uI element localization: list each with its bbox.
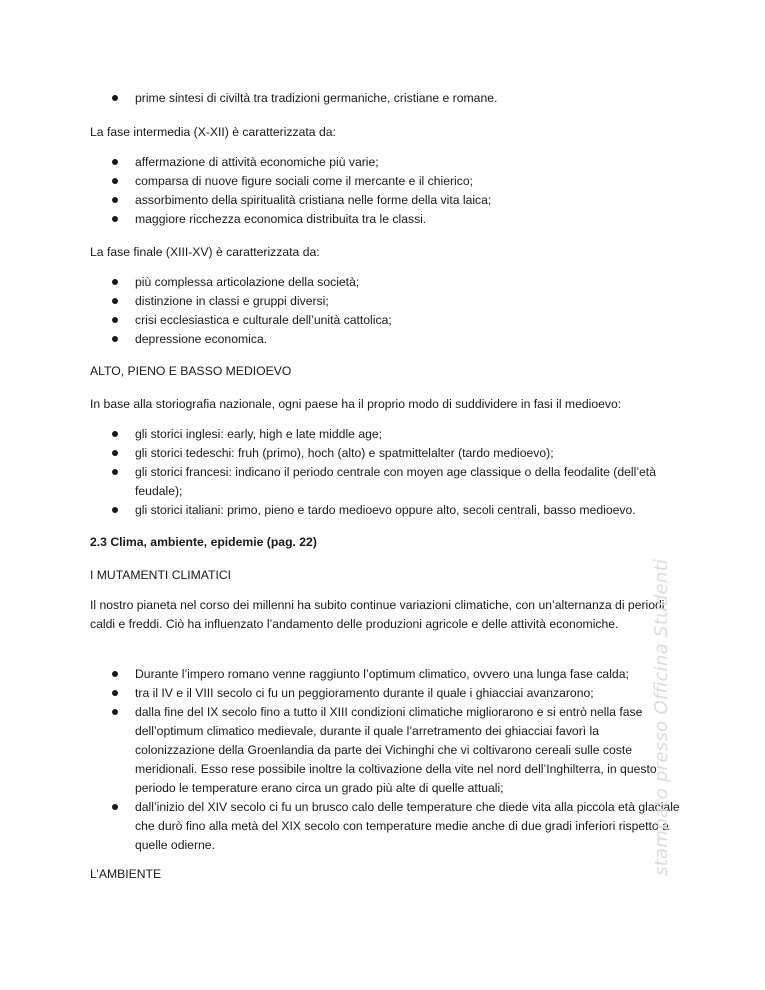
final-phase-intro: La fase finale (XIII-XV) è caratterizzata da: bbox=[90, 245, 320, 259]
list-item: depressione economica. bbox=[90, 330, 680, 349]
heading-ambiente: L’AMBIENTE bbox=[90, 867, 162, 881]
list-item: dalla fine del IX secolo fino a tutto il XIII condizioni climatiche migliorarono e si entrò nella fase dell’optimum climatico medievale, durante il quale l’arretramento dei ghiacciai favorì la colonizzazione della Groenlandia da parte dei Vichinghi che vi coltivarono cereali sulle coste meridionali. Esso rese possibile inoltre la coltivazione della vite nel nord dell’Inghilterra, in questo periodo le temperature erano circa un grado più alte di quelle attuali; bbox=[90, 703, 680, 798]
heading-alto-pieno-basso-medioevo: ALTO, PIENO E BASSO MEDIOEVO bbox=[90, 364, 292, 378]
list-item: gli storici tedeschi: fruh (primo), hoch (alto) e spatmittelalter (tardo medioevo); bbox=[90, 444, 680, 463]
bullet-list-early-phase bbox=[90, 89, 680, 108]
list-item: prime sintesi di civiltà tra tradizioni germaniche, cristiane e romane. bbox=[90, 89, 680, 108]
list-item: gli storici italiani: primo, pieno e tardo medioevo oppure alto, secoli centrali, basso medioevo. bbox=[90, 501, 680, 520]
list-item: gli storici inglesi: early, high e late middle age; bbox=[90, 425, 680, 444]
list-item: dall’inizio del XIV secolo ci fu un brusco calo delle temperature che diede vita alla piccola età glaciale che durò fino alla metà del XIX secolo con temperature medie anche di due gradi inferiori rispetto a quelle odierne. bbox=[90, 798, 680, 855]
section-title: 2.3 Clima, ambiente, epidemie (pag. 22) bbox=[90, 535, 317, 549]
list-item: crisi ecclesiastica e culturale dell’unità cattolica; bbox=[90, 311, 680, 330]
bullet-list-clima bbox=[90, 665, 680, 855]
list-item: gli storici francesi: indicano il periodo centrale con moyen age classique o della feodalite (dell’età feudale); bbox=[90, 463, 680, 501]
list-item: assorbimento della spiritualità cristiana nelle forme della vita laica; bbox=[90, 191, 680, 210]
intermediate-phase-intro: La fase intermedia (X-XII) è caratterizzata da: bbox=[90, 125, 336, 139]
bullet-list-final-phase bbox=[90, 273, 680, 349]
list-item: maggiore ricchezza economica distribuita tra le classi. bbox=[90, 210, 680, 229]
list-item: più complessa articolazione della società; bbox=[90, 273, 680, 292]
storiografia-intro: In base alla storiografia nazionale, ogni paese ha il proprio modo di suddividere in fasi il medioevo: bbox=[90, 397, 622, 411]
list-item: distinzione in classi e gruppi diversi; bbox=[90, 292, 680, 311]
clima-intro-paragraph: Il nostro pianeta nel corso dei millenni ha subito continue variazioni climatiche, con un’alternanza di periodi caldi e freddi. Ciò ha influenzato l’andamento delle produzioni agricole e delle attività economiche. bbox=[90, 598, 665, 631]
list-item: Durante l’impero romano venne raggiunto l’optimum climatico, ovvero una lunga fase calda; bbox=[90, 665, 680, 684]
list-item: affermazione di attività economiche più varie; bbox=[90, 153, 680, 172]
bullet-list-storiografia bbox=[90, 425, 680, 520]
bullet-list-intermediate-phase bbox=[90, 153, 680, 229]
heading-mutamenti-climatici: I MUTAMENTI CLIMATICI bbox=[90, 568, 232, 582]
list-item: comparsa di nuove figure sociali come il mercante e il chierico; bbox=[90, 172, 680, 191]
list-item: tra il IV e il VIII secolo ci fu un peggioramento durante il quale i ghiacciai avanzarono; bbox=[90, 684, 680, 703]
watermark: stampato presso Officina Studenti bbox=[651, 558, 672, 876]
